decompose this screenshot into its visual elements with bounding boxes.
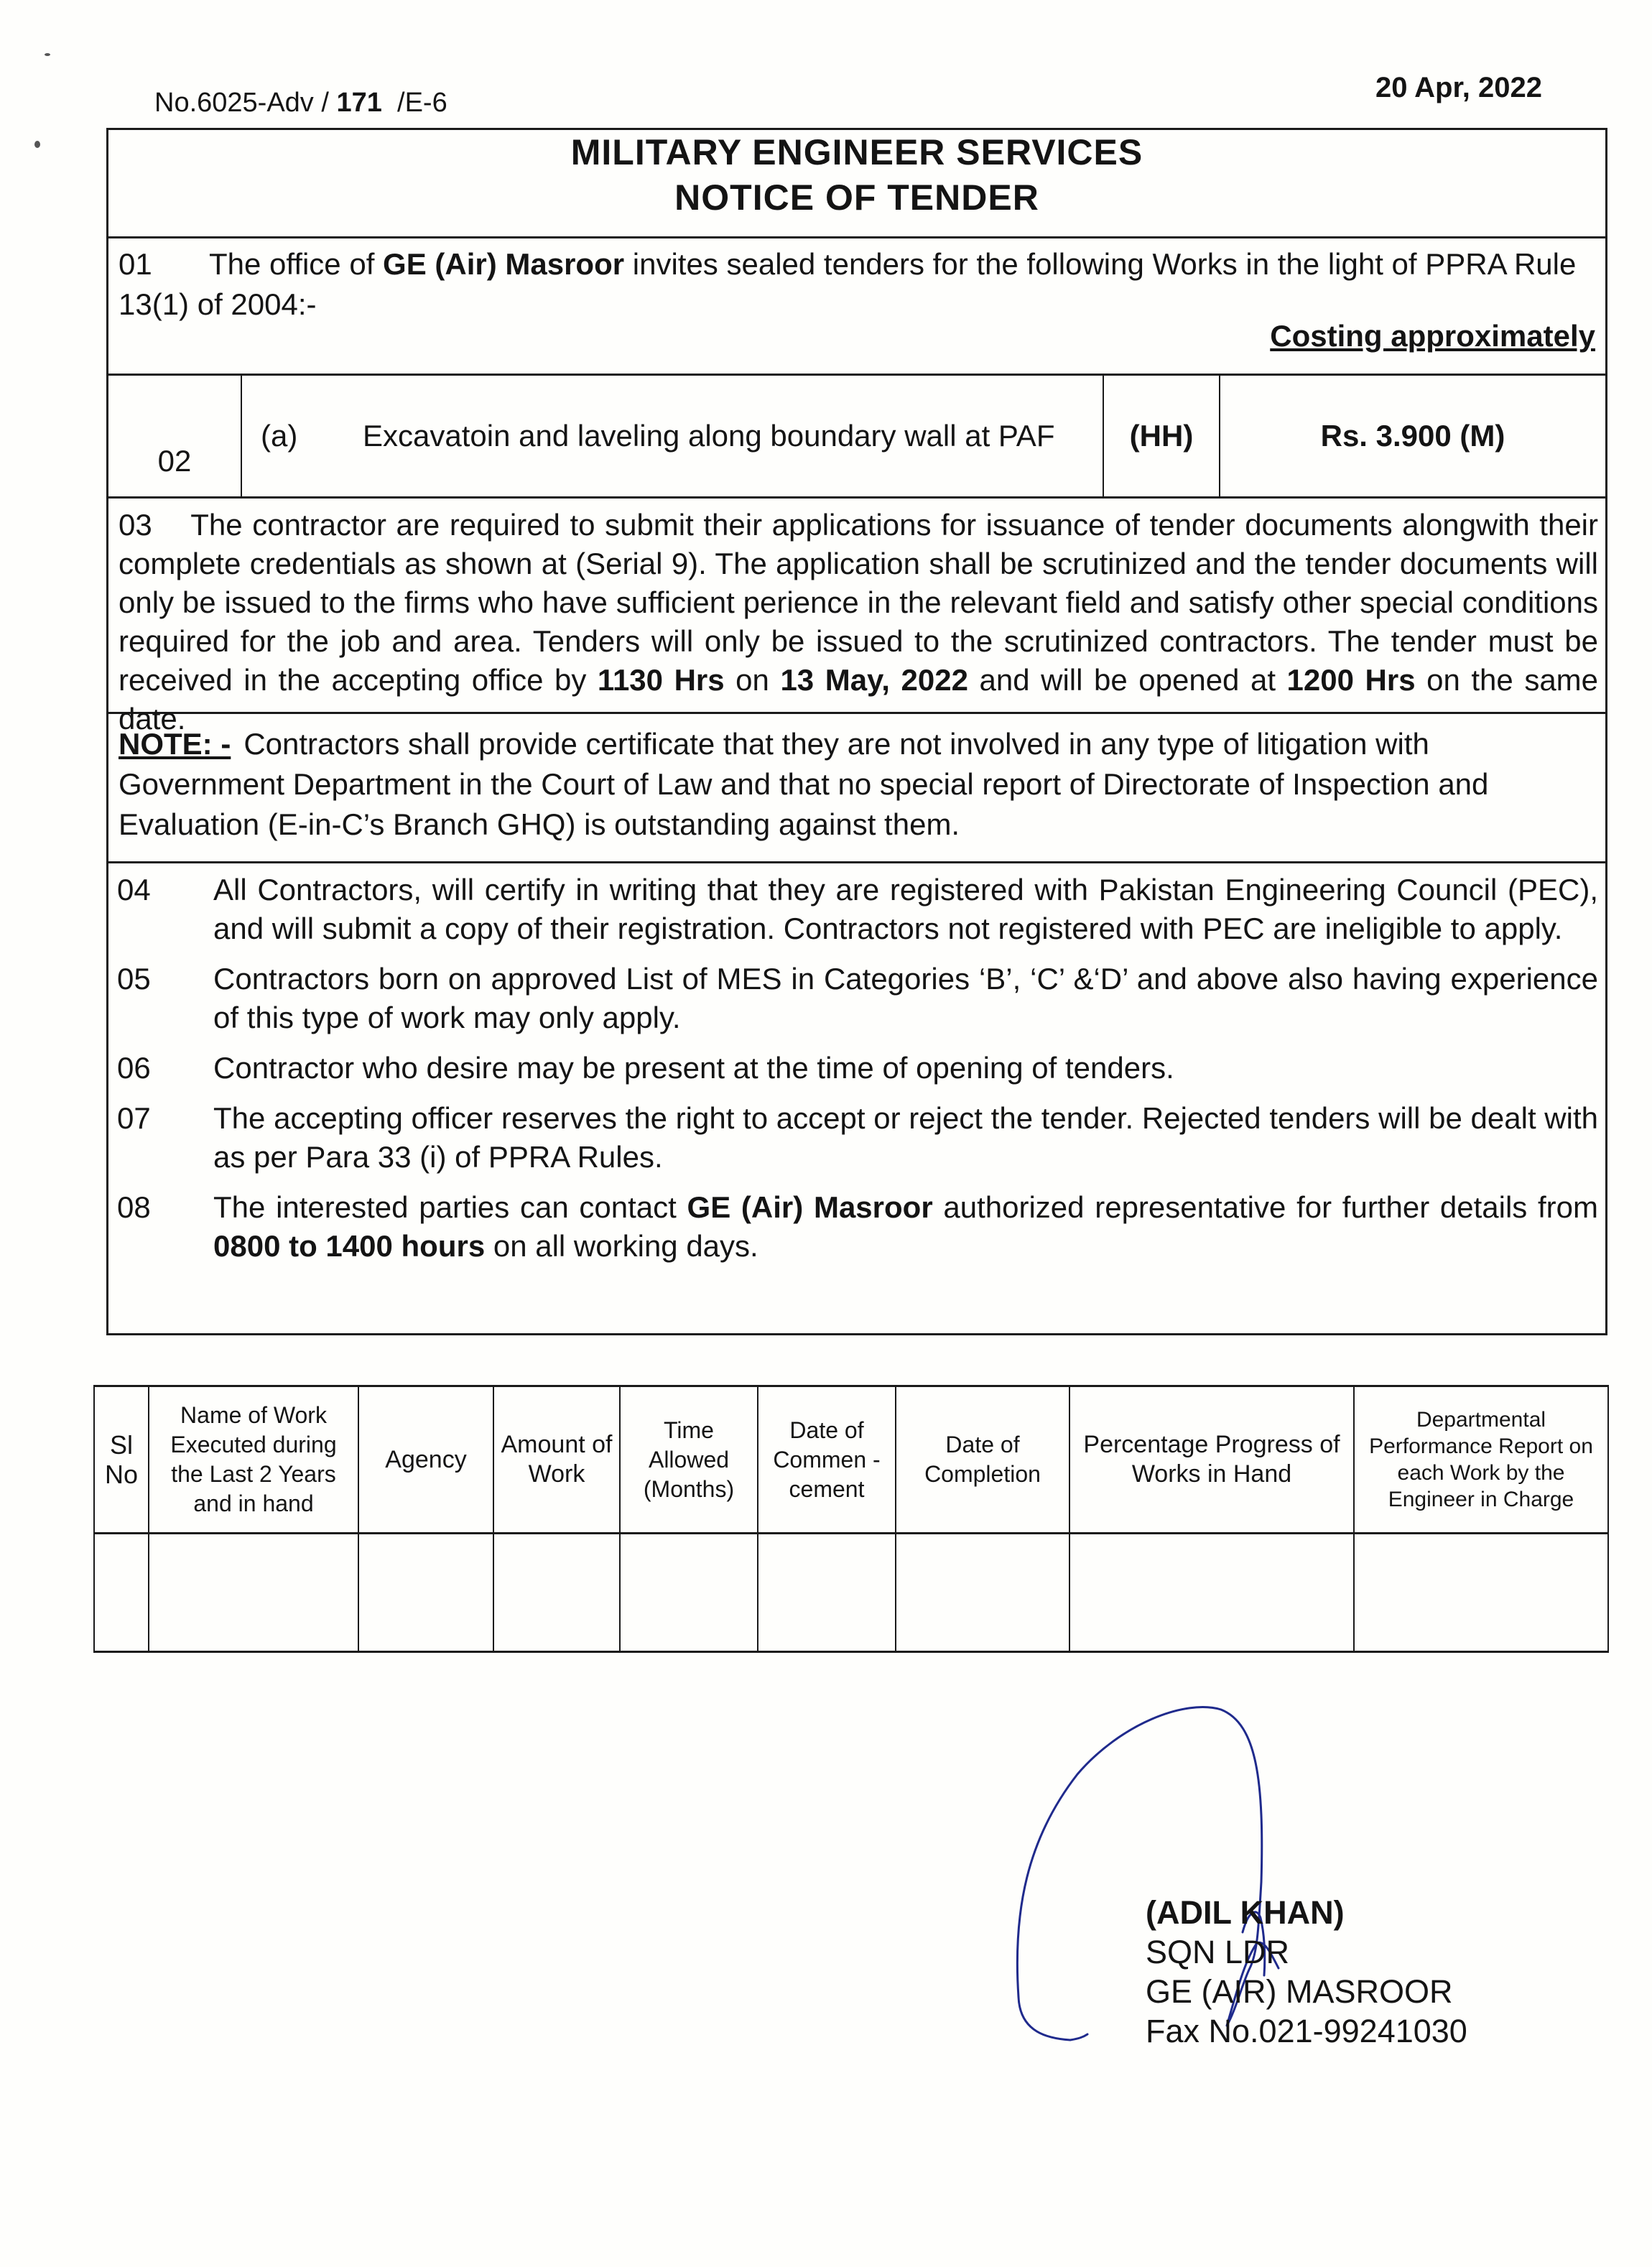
item-number: 04: [117, 873, 151, 907]
column-header: Amount of Work: [493, 1386, 620, 1534]
office-name: GE (Air) Masroor: [383, 247, 625, 281]
contact-hours: 0800 to 1400 hours: [213, 1229, 486, 1263]
para-text: on: [724, 663, 781, 697]
work-item-description-cell: [242, 376, 1104, 496]
work-item-code: (HH): [1104, 376, 1220, 496]
table-row: [94, 1534, 1608, 1652]
scan-speck: [34, 141, 40, 148]
column-header: Date of Completion: [896, 1386, 1069, 1534]
document-date: 20 Apr, 2022: [1375, 72, 1543, 103]
column-header: Sl No: [94, 1386, 149, 1534]
receive-time: 1130 Hrs: [597, 663, 725, 697]
item-text: Contractor who desire may be present at the time of opening of tenders.: [213, 1051, 1174, 1085]
scan-speck: [45, 53, 50, 56]
tender-notice: [106, 128, 1607, 1335]
column-header: Agency: [358, 1386, 493, 1534]
table-cell: [1069, 1534, 1354, 1652]
organization-title: MILITARY ENGINEER SERVICES: [570, 132, 1143, 172]
signatory-block: [1146, 1893, 1467, 2051]
credentials-table: [93, 1385, 1609, 1653]
para-number: 01: [119, 247, 152, 281]
item-text-part: The interested parties can contact: [213, 1190, 687, 1224]
table-cell: [358, 1534, 493, 1652]
table-cell: [493, 1534, 620, 1652]
work-item-sub: (a): [261, 419, 298, 453]
table-cell: [94, 1534, 149, 1652]
signatory-name: (ADIL KHAN): [1146, 1894, 1345, 1931]
table-cell: [896, 1534, 1069, 1652]
table-header-row: [94, 1386, 1608, 1534]
condition-item: [117, 960, 1598, 1037]
costing-label: Costing approximately: [1270, 319, 1595, 353]
item-text: The accepting officer reserves the right to accept or reject the tender. Rejected tenders will be dealt with as per Para 33 (i) of PPRA Rules.: [213, 1101, 1598, 1174]
item-text: [213, 1188, 1598, 1266]
condition-item: [117, 1188, 1598, 1266]
table-cell: [149, 1534, 358, 1652]
column-header: Time Allowed (Months): [620, 1386, 758, 1534]
column-header: Departmental Performance Report on each Work by the Engineer in Charge: [1354, 1386, 1608, 1534]
table-cell: [758, 1534, 896, 1652]
item-text-part: authorized representative for further details from: [932, 1190, 1599, 1224]
signatory-office: GE (AIR) MASROOR: [1146, 1973, 1453, 2010]
ref-suffix: /E-6: [397, 88, 447, 118]
column-header: Percentage Progress of Works in Hand: [1069, 1386, 1354, 1534]
signatory-fax: Fax No.021-99241030: [1146, 2013, 1467, 2049]
receive-date: 13 May, 2022: [780, 663, 968, 697]
work-item-number: 02: [108, 376, 242, 496]
ref-prefix: No.6025-Adv /: [154, 88, 329, 118]
para-text: and will be opened at: [967, 663, 1287, 697]
paragraph-01: [106, 236, 1607, 374]
para-number: 03: [119, 508, 152, 542]
work-item-description: Excavatoin and laveling along boundary wall at PAF: [363, 419, 1055, 453]
para-text: The office of: [209, 247, 384, 281]
item-number: 07: [117, 1101, 151, 1135]
condition-item: [117, 1049, 1598, 1088]
item-text: Contractors born on approved List of MES in Categories ‘B’, ‘C’ &‘D’ and above also having experience of this type of work may only apply.: [213, 962, 1598, 1034]
title-box: [106, 128, 1607, 236]
column-header: Name of Work Executed during the Last 2 Years and in hand: [149, 1386, 358, 1534]
column-header: Date of Commen -cement: [758, 1386, 896, 1534]
table-cell: [1354, 1534, 1608, 1652]
notice-title: NOTICE OF TENDER: [674, 177, 1039, 218]
work-item-amount: Rs. 3.900 (M): [1320, 419, 1505, 453]
note-section: [106, 712, 1607, 861]
reference-number: [154, 88, 447, 119]
item-number: 06: [117, 1051, 151, 1085]
conditions-list: [106, 861, 1607, 1335]
ref-number: 171: [336, 88, 382, 118]
table-cell: [620, 1534, 758, 1652]
item-number: 05: [117, 962, 151, 996]
note-text: Contractors shall provide certificate that they are not involved in any type of litigation with Government Department in the Court of Law and that no special report of Directorate of Inspection and Evaluation (E-in-C’s Branch GHQ) is outstanding against them.: [119, 727, 1489, 841]
signatory-rank: SQN LDR: [1146, 1934, 1290, 1970]
work-item-row: [106, 374, 1607, 496]
note-label: NOTE: -: [119, 727, 231, 761]
office-name: GE (Air) Masroor: [687, 1190, 933, 1224]
condition-item: [117, 1099, 1598, 1177]
item-number: 08: [117, 1190, 151, 1224]
condition-item: [117, 871, 1598, 948]
paragraph-03: [106, 496, 1607, 736]
para-text: The contractor are required to submit their applications for issuance of tender documents alongwith their complete credentials as shown at (Serial 9). The application shall be scrutinized and the tender documents will only be issued to the firms who have sufficient perience in the relevant field and satisfy other special conditions required for the job and area. Tenders will only be issued to the scrutinized contractors. The tender must be received in the accepting office by: [119, 508, 1598, 697]
open-time: 1200 Hrs: [1286, 663, 1416, 697]
para-text: invites sealed tenders for the following Works in the light of PPRA Rule 13(1) of 2004:-: [119, 247, 1577, 321]
para-text: on the same date.: [119, 663, 1599, 736]
item-text: All Contractors, will certify in writing that they are registered with Pakistan Engineering Council (PEC), and will submit a copy of their registration. Contractors not registered with PEC are ineligible to apply.: [213, 873, 1598, 945]
item-text-part: on all working days.: [485, 1229, 758, 1263]
